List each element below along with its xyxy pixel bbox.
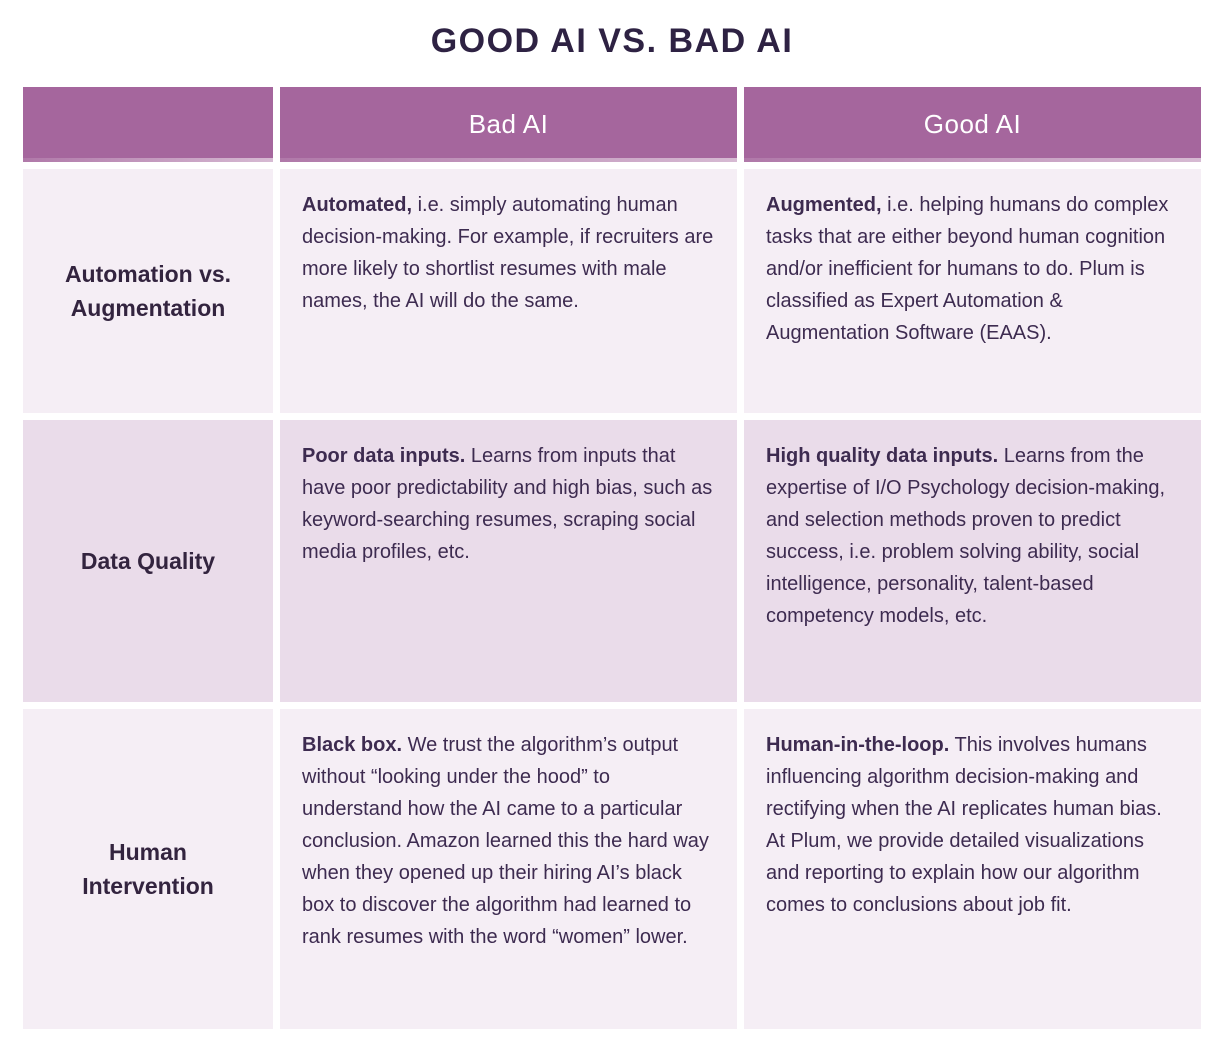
cell-data-quality-good-ai-text <box>766 440 1179 632</box>
cell-automation-good-ai-lead: Augmented, <box>766 194 882 216</box>
row-label-human-intervention-text: Human Intervention <box>82 838 214 899</box>
row-label-automation <box>23 169 273 413</box>
cell-human-intervention-bad-ai <box>280 709 737 1029</box>
cell-human-intervention-good-ai-lead: Human-in-the-loop. <box>766 734 950 756</box>
cell-human-intervention-bad-ai-body: We trust the algorithm’s output without “looking under the hood” to understand how the AI came to a particular conclusion. Amazon learned this the hard way when they opened up their hiring AI’s black box to discover the algorithm had learned to rank resumes with the word “women” lower. <box>302 734 709 948</box>
cell-data-quality-bad-ai <box>280 420 737 702</box>
cell-data-quality-bad-ai-text <box>302 440 715 568</box>
cell-human-intervention-good-ai-text <box>766 729 1179 921</box>
header-bad-ai-label: Bad AI <box>468 109 549 139</box>
cell-data-quality-bad-ai-lead: Poor data inputs. <box>302 445 466 467</box>
cell-human-intervention-bad-ai-text <box>302 729 715 953</box>
row-label-data-quality <box>23 420 273 702</box>
row-label-human-intervention <box>23 709 273 1029</box>
cell-human-intervention-good-ai-body: This involves humans influencing algorithm decision-making and rectifying when the AI replicates human bias. At Plum, we provide detailed visualizations and reporting to explain how our algorithm comes to conclusions about job fit. <box>766 734 1162 916</box>
cell-data-quality-good-ai-lead: High quality data inputs. <box>766 445 999 467</box>
cell-automation-bad-ai-body: i.e. simply automating human decision-making. For example, if recruiters are more likely to shortlist resumes with male names, the AI will do the same. <box>302 194 714 312</box>
header-good-ai <box>744 87 1201 162</box>
cell-human-intervention-bad-ai-lead: Black box. <box>302 734 403 756</box>
cell-data-quality-bad-ai-body: Learns from inputs that have poor predictability and high bias, such as keyword-searching resumes, scraping social media profiles, etc. <box>302 445 713 563</box>
cell-data-quality-good-ai <box>744 420 1201 702</box>
header-corner-cell <box>23 87 273 162</box>
cell-automation-bad-ai <box>280 169 737 413</box>
cell-data-quality-good-ai-body: Learns from the expertise of I/O Psychology decision-making, and selection methods proven to predict success, i.e. problem solving ability, social intelligence, personality, talent-based competency models, etc. <box>766 445 1166 627</box>
cell-automation-bad-ai-lead: Automated, <box>302 194 412 216</box>
cell-automation-good-ai <box>744 169 1201 413</box>
comparison-table <box>23 87 1201 1029</box>
header-good-ai-label: Good AI <box>923 109 1022 139</box>
cell-automation-bad-ai-text <box>302 189 715 317</box>
row-label-automation-text: Automation vs. Augmentation <box>64 260 232 321</box>
cell-automation-good-ai-text <box>766 189 1179 349</box>
page-title: GOOD AI VS. BAD AI <box>430 22 794 60</box>
cell-automation-good-ai-body: i.e. helping humans do complex tasks that are either beyond human cognition and/or inefficient for humans to do. Plum is classified as Expert Automation & Augmentation Software (EAAS). <box>766 194 1169 344</box>
header-bad-ai <box>280 87 737 162</box>
cell-human-intervention-good-ai <box>744 709 1201 1029</box>
row-label-data-quality-text: Data Quality <box>80 547 216 574</box>
